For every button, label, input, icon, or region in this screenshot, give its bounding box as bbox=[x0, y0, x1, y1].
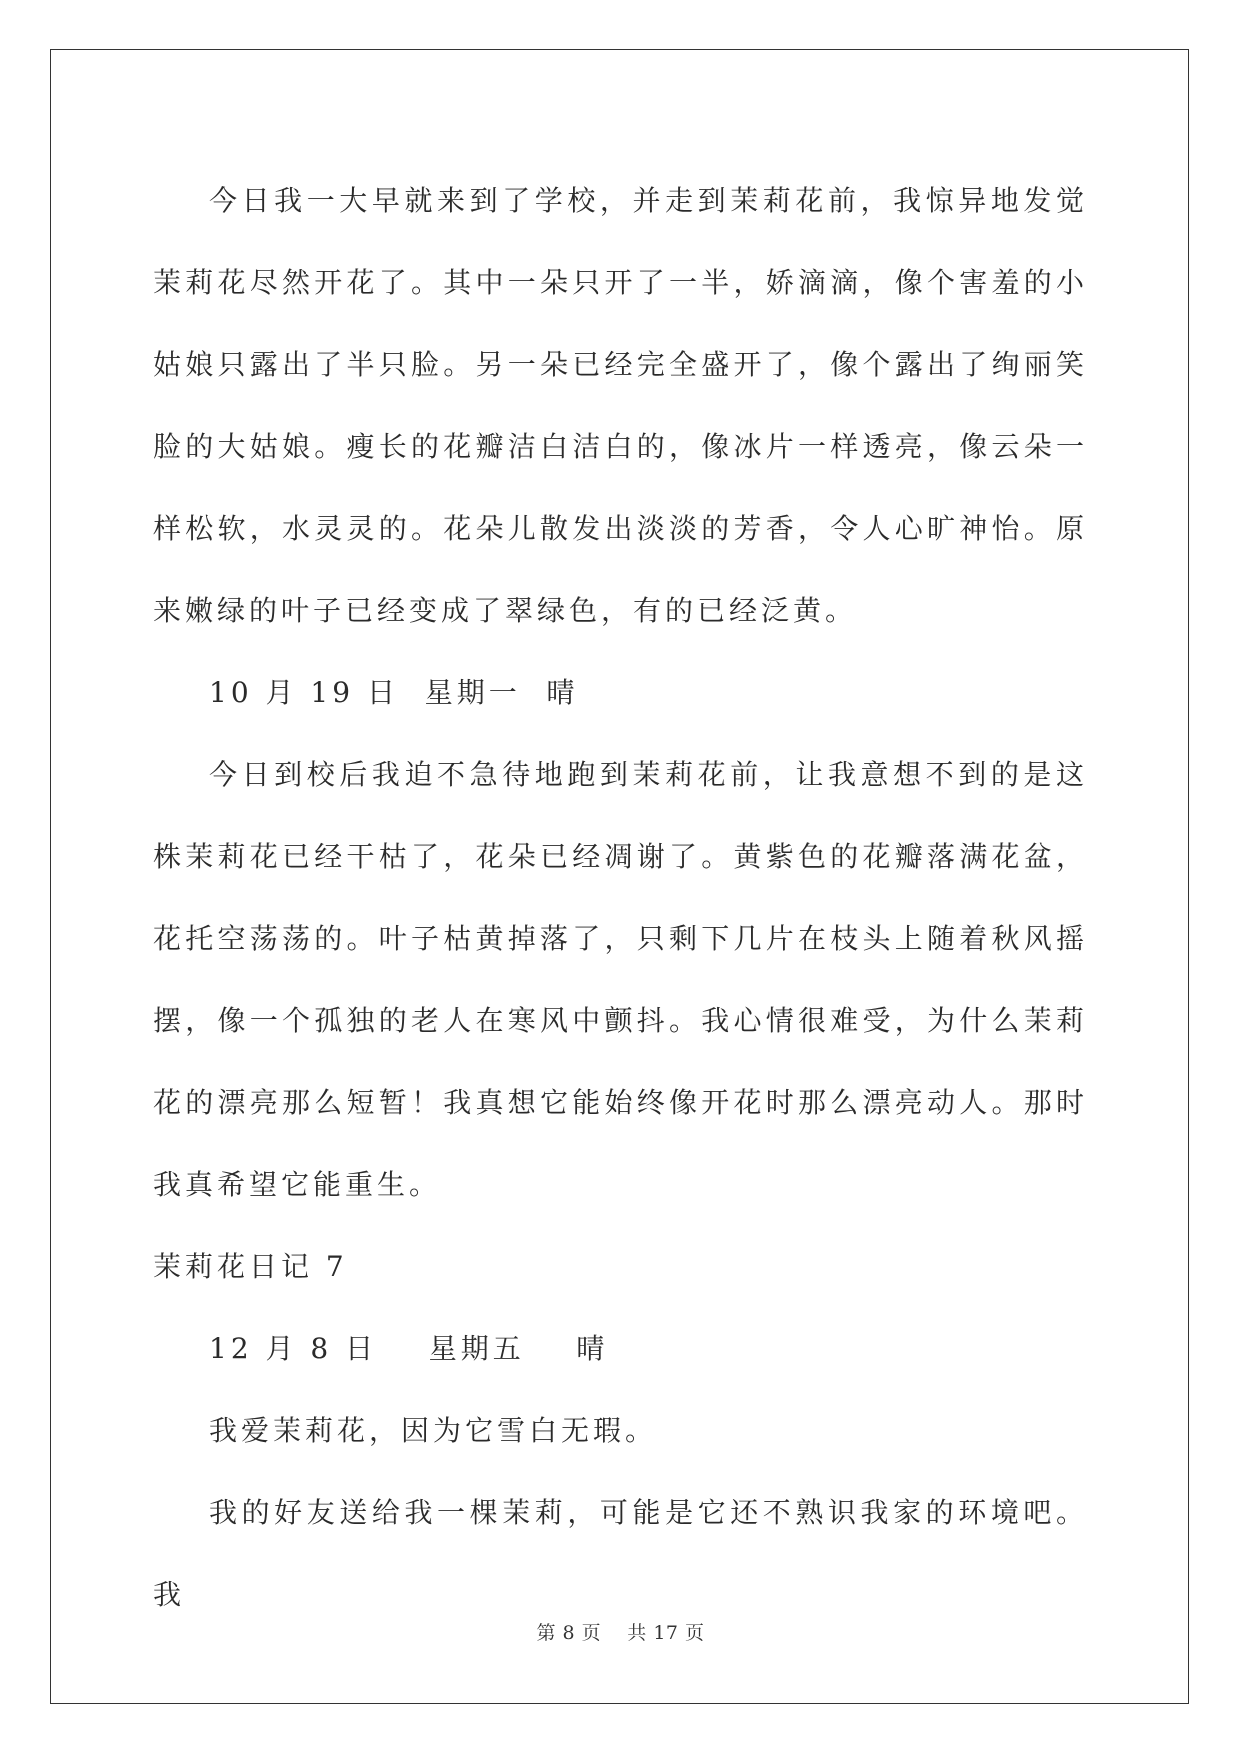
paragraph: 我的好友送给我一棵茉莉，可能是它还不熟识我家的环境吧。我 bbox=[153, 1496, 1088, 1611]
diary-date-line: 12 月 8 日 星期五 晴 bbox=[209, 1332, 609, 1365]
paragraph: 今日到校后我迫不急待地跑到茉莉花前，让我意想不到的是这株茉莉花已经干枯了，花朵已经凋谢了。黄紫色的花瓣落满花盆，花托空荡荡的。叶子枯黄掉落了，只剩下几片在枝头上随着秋风摇摆，像一个孤独的老人在寒风中颤抖。我心情很难受，为什么茉莉花的漂亮那么短暂！我真想它能始终像开花时那么漂亮动人。那时我真希望它能重生。 bbox=[153, 758, 1088, 1201]
paragraph: 我爱茉莉花，因为它雪白无瑕。 bbox=[209, 1414, 658, 1447]
paragraph: 今日我一大早就来到了学校，并走到茉莉花前，我惊异地发觉茉莉花尽然开花了。其中一朵只开了一半，娇滴滴，像个害羞的小姑娘只露出了半只脸。另一朵已经完全盛开了，像个露出了绚丽笑脸的大姑娘。瘦长的花瓣洁白洁白的，像冰片一样透亮，像云朵一样松软，水灵灵的。花朵儿散发出淡淡的芳香，令人心旷神怡。原来嫩绿的叶子已经变成了翠绿色，有的已经泛黄。 bbox=[153, 184, 1088, 627]
diary-date-line: 10 月 19 日 星期一 晴 bbox=[209, 676, 579, 709]
document-body bbox=[153, 160, 1088, 1636]
section-heading: 茉莉花日记 7 bbox=[153, 1250, 348, 1283]
page-number-footer: 第 8 页 共 17 页 bbox=[536, 1622, 705, 1644]
